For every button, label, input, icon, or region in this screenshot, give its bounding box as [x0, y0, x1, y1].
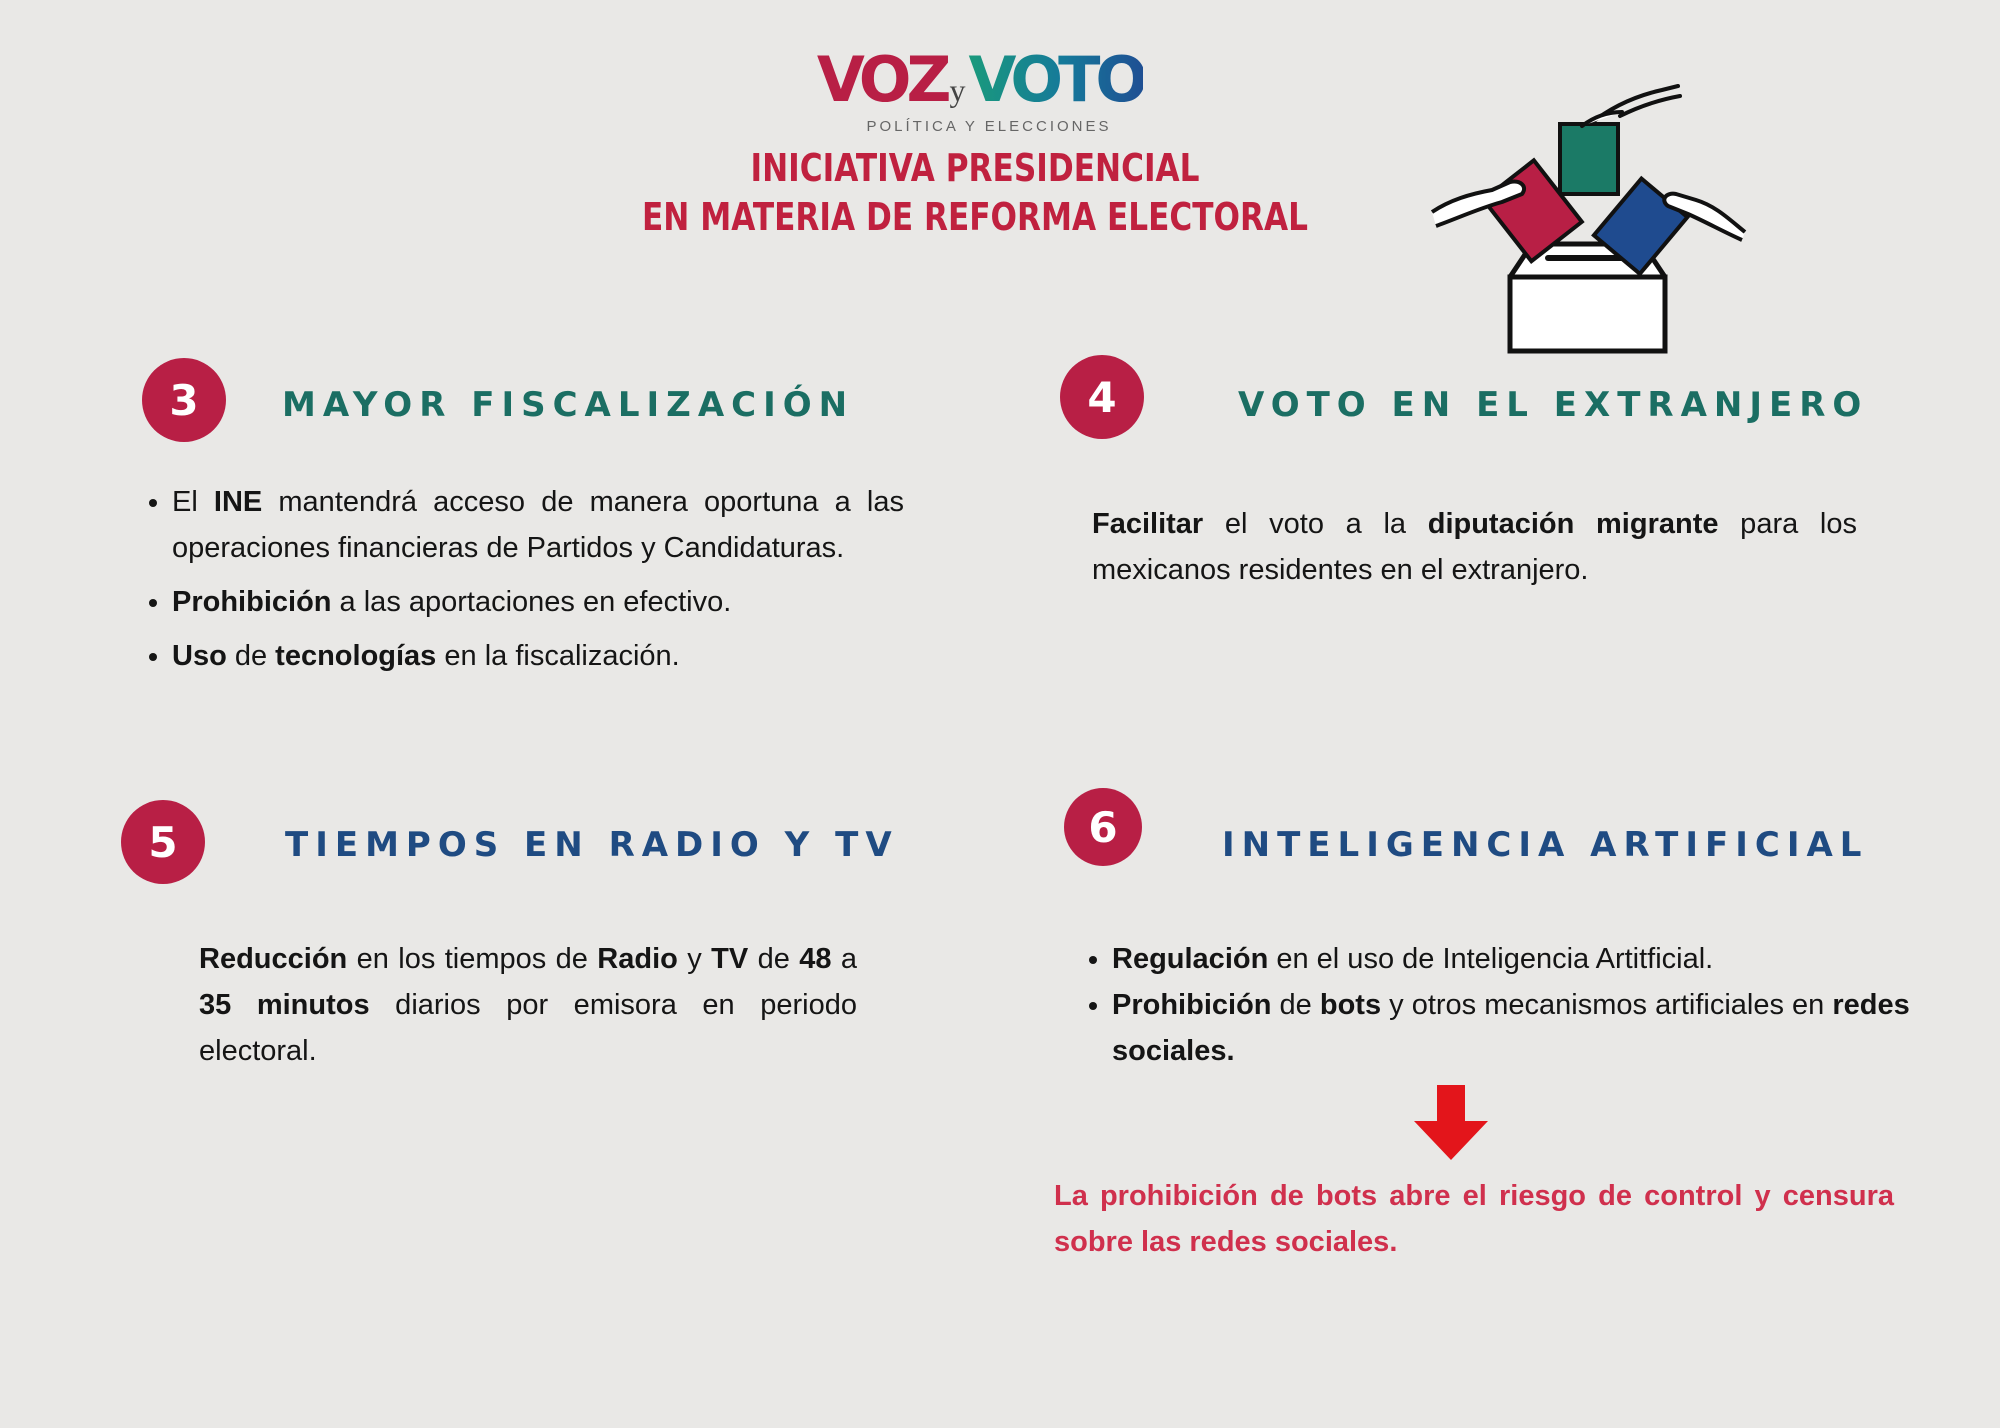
section-4-number: 4	[1060, 355, 1144, 439]
logo	[805, 43, 1155, 135]
section-6-list	[1076, 936, 1911, 1074]
page-title	[635, 144, 1316, 242]
section-5-title: TIEMPOS EN RADIO Y TV	[285, 825, 899, 865]
section-5-body: Reducción en los tiempos de Radio y TV de 48 a 35 minutos diarios por emisora en periodo electoral.	[199, 943, 857, 1067]
list-item: • Regulación en el uso de Inteligencia Artitficial.	[1112, 936, 1911, 982]
list-item: • El INE mantendrá acceso de manera oportuna a las operaciones financieras de Partidos y Candidaturas.	[172, 479, 904, 571]
arrow-down-icon	[1414, 1085, 1488, 1160]
ballot-box-icon	[1430, 82, 1750, 362]
section-3-number: 3	[142, 358, 226, 442]
title-line-2: EN MATERIA DE REFORMA ELECTORAL	[641, 195, 1309, 239]
logo-tagline: POLÍTICA Y ELECCIONES	[866, 118, 1112, 135]
section-5-number: 5	[121, 800, 205, 884]
warning-note: La prohibición de bots abre el riesgo de control y censura sobre las redes sociales.	[1054, 1180, 1894, 1258]
list-item: • Prohibición a las aportaciones en efectivo.	[172, 579, 904, 625]
title-line-1: INICIATIVA PRESIDENCIAL	[750, 146, 1200, 190]
logo-wordmark	[805, 43, 1155, 122]
list-item: • Prohibición de bots y otros mecanismos artificiales en redes sociales.	[1112, 982, 1911, 1074]
section-3-title: MAYOR FISCALIZACIÓN	[282, 385, 855, 425]
logo-voz: VOZ	[816, 43, 947, 116]
section-3-body	[136, 479, 904, 687]
section-6-body	[1076, 936, 1911, 1074]
list-item: • Uso de tecnologías en la fiscalización.	[172, 633, 904, 679]
section-4-body: Facilitar el voto a la diputación migrante para los mexicanos residentes en el extranjero.	[1092, 508, 1857, 586]
section-6-number: 6	[1064, 788, 1142, 866]
section-3-list	[136, 479, 904, 679]
section-4-title: VOTO EN EL EXTRANJERO	[1238, 385, 1869, 425]
section-6-title: INTELIGENCIA ARTIFICIAL	[1222, 825, 1869, 865]
logo-y: y	[949, 72, 966, 108]
logo-voto: VOTO	[968, 43, 1144, 116]
